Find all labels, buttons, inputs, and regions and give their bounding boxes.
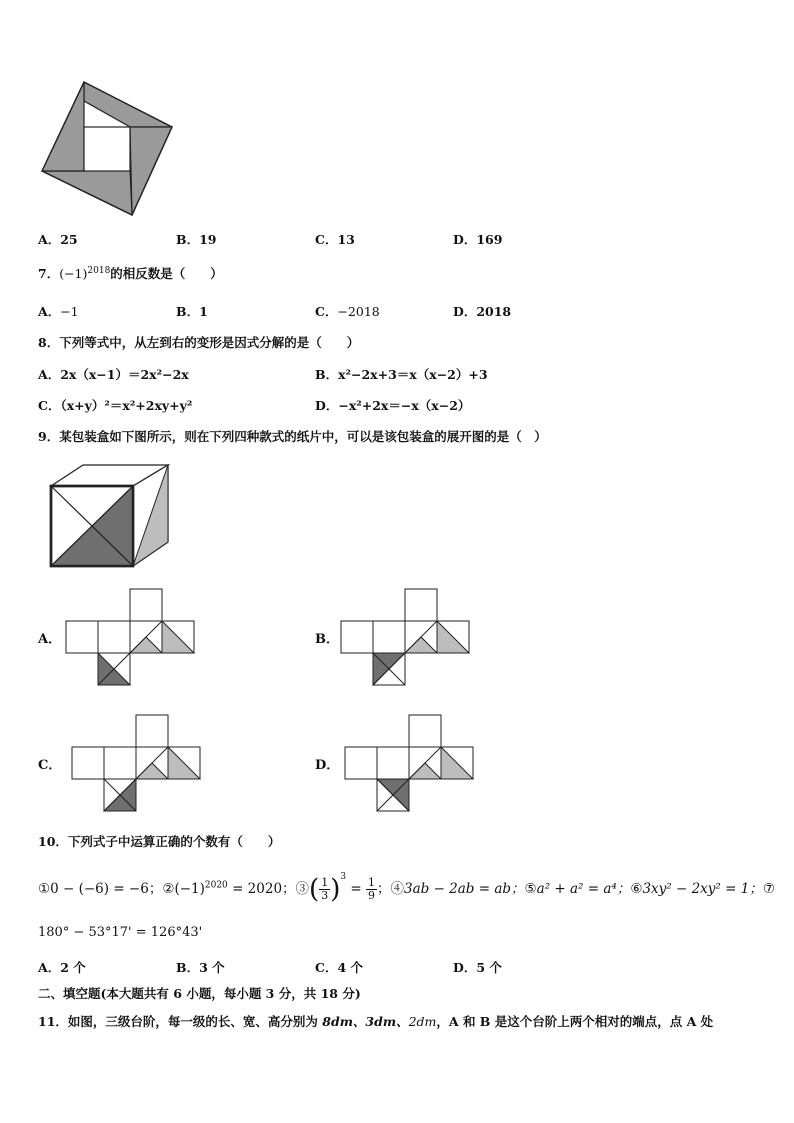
option-value: 3 个 (199, 960, 225, 975)
q10-item-2-exp: 2020 (204, 880, 228, 891)
option-letter: A． (38, 232, 61, 247)
item-marker: ① (38, 881, 51, 897)
q9-net-b (341, 588, 471, 686)
option-letter: D． (315, 758, 340, 773)
option-value: 25 (60, 232, 78, 247)
q6-option-d[interactable] (453, 230, 502, 248)
option-letter: D． (453, 304, 477, 319)
q8-stem: 8．下列等式中，从左到右的变形是因式分解的是（ ） (38, 335, 360, 350)
option-letter: A． (38, 367, 61, 382)
item-marker: ⑤ (524, 881, 537, 897)
option-value: （x+y）²＝x²+2xy+y² (60, 398, 193, 413)
option-letter: B． (315, 632, 339, 647)
q11-dimensions: 8dm、3dm、 (322, 1014, 409, 1029)
q10-expressions: ①0 − (−6) = −6；$②(-1)^{2020} = 2020$；③( $\frac{1}{3}$ )$^3$ = $\frac{1}{9}$ ；④3ab − 2ab = ab；⑤a² + a² = a⁴；⑥3xy² − 2xy² = 1；⑦ (38, 872, 775, 905)
q9-stem: 9．某包装盒如下图所示，则在下列四种款式的纸片中，可以是该包装盒的展开图的是（ ） (38, 429, 547, 444)
option-letter: D． (453, 232, 477, 247)
option-letter: B． (176, 304, 200, 319)
option-letter: B． (176, 232, 200, 247)
q9-net-d (345, 714, 475, 812)
q6-option-c[interactable] (315, 230, 355, 248)
q9-box-figure (48, 462, 173, 570)
q11-text-2: ，A 和 B 是这个台阶上两个相对的端点，点 A 处 (436, 1014, 714, 1029)
option-value: 4 个 (337, 960, 364, 975)
fraction-numerator: 1 (321, 876, 329, 889)
q10-item-7: 180° − 53°17' = 126°43' (38, 925, 203, 940)
fraction-numerator: 1 (368, 876, 375, 889)
q9-option-a[interactable] (38, 628, 61, 647)
option-letter: D． (315, 398, 339, 413)
fraction-denominator: 9 (368, 889, 375, 902)
option-value: −x²+2x＝−x（x−2） (338, 398, 471, 413)
option-value: −2018 (337, 304, 380, 319)
option-value: 19 (199, 232, 217, 247)
option-letter: A． (38, 304, 61, 319)
q11-dimension-height: 2dm (408, 1014, 437, 1029)
q10-stem: 10．下列式子中运算正确的个数有（ ） (38, 834, 281, 849)
right-paren-icon: ) (330, 874, 341, 905)
option-letter: B． (315, 367, 339, 382)
q10-option-a[interactable] (38, 958, 86, 976)
option-letter: A． (38, 960, 61, 975)
separator: ； (377, 881, 391, 897)
q10-item-3-fraction (319, 877, 330, 902)
q6-option-a[interactable] (38, 230, 78, 248)
q7-stem (38, 264, 223, 282)
q10-item-1: 0 − (−6) = −6； (50, 881, 163, 897)
section-2-title: 二、填空题(本大题共有 6 小题，每小题 3 分，共 18 分) (38, 986, 361, 1001)
q8-option-b[interactable] (315, 365, 488, 383)
option-letter: B． (176, 960, 200, 975)
option-value: 2 个 (60, 960, 86, 975)
q7-option-c[interactable] (315, 302, 380, 320)
q7-option-a[interactable] (38, 302, 79, 320)
q7-exponent: 2018 (87, 265, 111, 276)
q10-item-3-exp: 3 (340, 872, 347, 882)
q10-item-6: 3xy² − 2xy² = 1； (642, 881, 763, 897)
q9-net-c (72, 714, 202, 812)
option-letter: A． (38, 632, 62, 647)
option-value: 13 (337, 232, 355, 247)
q9-net-a (66, 588, 196, 686)
option-value: −1 (60, 304, 79, 319)
q9-option-b[interactable] (315, 628, 339, 647)
option-letter: C． (315, 304, 338, 319)
option-value: x²−2x+3＝x（x−2）+3 (338, 367, 488, 382)
q6-option-b[interactable] (176, 230, 216, 248)
item-marker: ⑥ (630, 881, 643, 897)
q11-stem (38, 1012, 713, 1030)
q10-item-3-result (366, 877, 377, 902)
item-marker: ② (162, 881, 175, 897)
option-value: 1 (199, 304, 208, 319)
option-letter: C． (315, 232, 338, 247)
q8-option-d[interactable] (315, 396, 470, 414)
option-value: 169 (476, 232, 503, 247)
item-marker: ⑦ (762, 881, 775, 897)
item-marker: ③ (295, 881, 310, 897)
q6-pinwheel-figure (38, 80, 178, 220)
q7-base: (−1) (59, 266, 88, 281)
option-value: 5 个 (476, 960, 502, 975)
left-paren-icon: ( (309, 874, 320, 905)
q10-option-d[interactable] (453, 958, 502, 976)
option-letter: C． (315, 960, 338, 975)
q10-item-4: 3ab − 2ab = ab； (404, 881, 525, 897)
option-letter: C． (38, 758, 62, 773)
q7-option-b[interactable] (176, 302, 208, 320)
q9-option-d[interactable] (315, 754, 339, 773)
item-marker: ④ (390, 881, 404, 897)
q10-item-2-rest: = 2020； (227, 881, 296, 897)
q7-option-d[interactable] (453, 302, 511, 320)
q10-option-b[interactable] (176, 958, 225, 976)
option-letter: C． (38, 398, 61, 413)
q8-option-a[interactable] (38, 365, 189, 383)
option-value: 2x（x−1）＝2x²−2x (60, 367, 189, 382)
fraction-denominator: 3 (321, 889, 329, 902)
q7-stem-text: 的相反数是（ ） (110, 266, 223, 281)
q9-option-c[interactable] (38, 754, 61, 773)
question-number: 7． (38, 266, 60, 281)
q11-text-1: 11．如图，三级台阶，每一级的长、宽、高分别为 (38, 1014, 323, 1029)
option-value: 2018 (476, 304, 512, 319)
q10-item-2-base: (−1) (174, 881, 205, 897)
q10-option-c[interactable] (315, 958, 363, 976)
q8-option-c[interactable] (38, 396, 192, 414)
q10-item-5: a² + a² = a⁴； (536, 881, 631, 897)
option-letter: D． (453, 960, 477, 975)
